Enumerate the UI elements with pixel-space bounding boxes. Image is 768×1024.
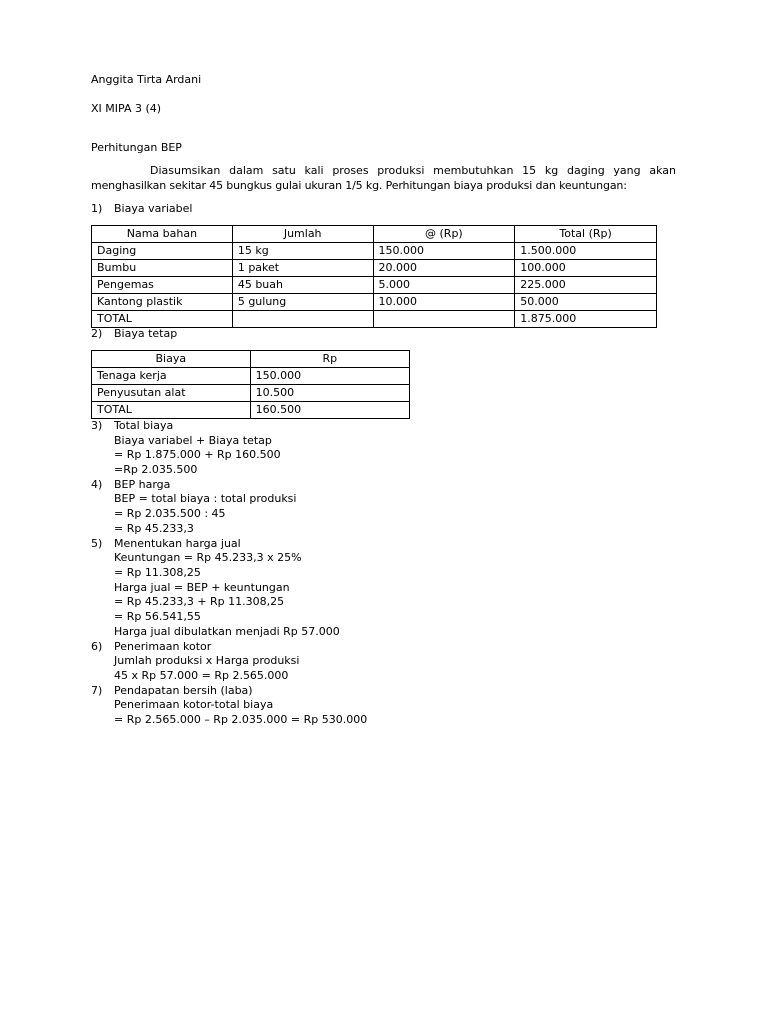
table-row [92,243,657,260]
section-title: Total biaya [114,419,174,432]
table-cell: Kantong plastik [92,294,233,311]
column-header: Nama bahan [92,226,233,243]
column-header: Jumlah [232,226,373,243]
section-title: Menentukan harga jual [114,537,241,550]
table-cell: Tenaga kerja [92,368,251,385]
table-cell: 5.000 [373,277,515,294]
intro-line-1: Diasumsikan dalam satu kali proses produksi membutuhkan 15 kg daging yang akan [150,164,676,177]
section-number: 1) [91,202,103,215]
table-total-row [92,311,657,328]
table-cell: TOTAL [92,311,233,328]
calculation-line: Jumlah produksi x Harga produksi [114,654,300,667]
calculation-line: Penerimaan kotor-total biaya [114,698,274,711]
table-cell: 5 gulung [232,294,373,311]
class-label: XI MIPA 3 (4) [91,102,162,115]
section-number: 4) [91,478,103,491]
table-cell: 1 paket [232,260,373,277]
table-cell: 100.000 [515,260,657,277]
table-cell: Daging [92,243,233,260]
calculation-line: = Rp 45.233,3 + Rp 11.308,25 [114,595,285,608]
section-number: 3) [91,419,103,432]
author-name: Anggita Tirta Ardani [91,73,202,86]
table-row [92,385,410,402]
table-row [92,260,657,277]
table-cell: 10.000 [373,294,515,311]
table-cell [373,311,515,328]
calculation-line: = Rp 56.541,55 [114,610,201,623]
column-header: @ (Rp) [373,226,515,243]
table-cell: 50.000 [515,294,657,311]
table-cell: 160.500 [250,402,409,419]
calculation-line: = Rp 45.233,3 [114,522,194,535]
table-cell [232,311,373,328]
table-cell: 20.000 [373,260,515,277]
calculation-line: Biaya variabel + Biaya tetap [114,434,272,447]
calculation-line: Keuntungan = Rp 45.233,3 x 25% [114,551,302,564]
table-cell: 1.500.000 [515,243,657,260]
column-header: Biaya [92,351,251,368]
table-cell: Pengemas [92,277,233,294]
calculation-line: Harga jual = BEP + keuntungan [114,581,290,594]
table-cell: 1.875.000 [515,311,657,328]
section-title: BEP harga [114,478,171,491]
table-cell: Bumbu [92,260,233,277]
fixed-cost-table [91,350,410,419]
table-cell: 150.000 [250,368,409,385]
calculation-line: = Rp 2.565.000 – Rp 2.035.000 = Rp 530.000 [114,713,368,726]
table-cell: TOTAL [92,402,251,419]
table-cell: Penyusutan alat [92,385,251,402]
calculation-line: =Rp 2.035.500 [114,463,198,476]
calculation-line: 45 x Rp 57.000 = Rp 2.565.000 [114,669,289,682]
column-header: Rp [250,351,409,368]
document-title: Perhitungan BEP [91,141,182,154]
variable-cost-table [91,225,657,328]
table-header-row [92,226,657,243]
intro-line-2: menghasilkan sekitar 45 bungkus gulai ukuran 1/5 kg. Perhitungan biaya produksi dan keuntungan: [91,179,627,192]
calculation-line: = Rp 2.035.500 : 45 [114,507,226,520]
table-total-row [92,402,410,419]
section-title: Biaya tetap [114,327,178,340]
calculation-line: Harga jual dibulatkan menjadi Rp 57.000 [114,625,340,638]
table-cell: 45 buah [232,277,373,294]
column-header: Total (Rp) [515,226,657,243]
table-row [92,368,410,385]
section-number: 7) [91,684,103,697]
section-title: Biaya variabel [114,202,193,215]
section-number: 6) [91,640,103,653]
table-cell: 10.500 [250,385,409,402]
table-row [92,277,657,294]
calculation-line: = Rp 11.308,25 [114,566,201,579]
table-cell: 15 kg [232,243,373,260]
table-cell: 225.000 [515,277,657,294]
section-number: 2) [91,327,103,340]
section-title: Penerimaan kotor [114,640,212,653]
table-header-row [92,351,410,368]
section-title: Pendapatan bersih (laba) [114,684,253,697]
table-cell: 150.000 [373,243,515,260]
section-number: 5) [91,537,103,550]
calculation-line: BEP = total biaya : total produksi [114,492,297,505]
table-row [92,294,657,311]
calculation-line: = Rp 1.875.000 + Rp 160.500 [114,448,281,461]
